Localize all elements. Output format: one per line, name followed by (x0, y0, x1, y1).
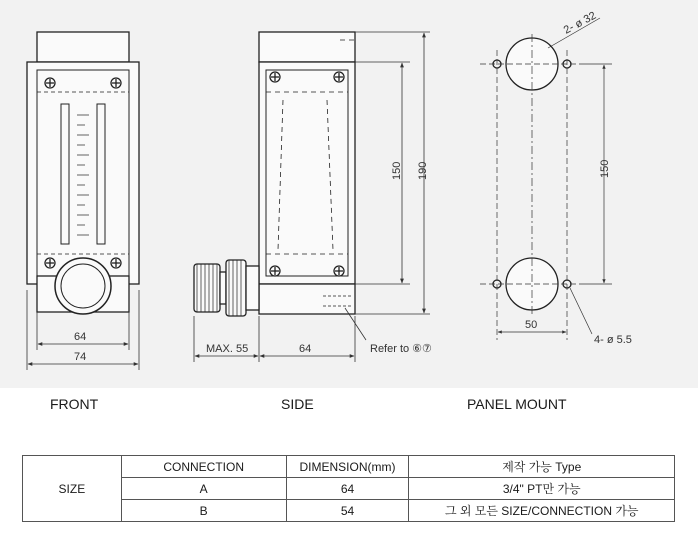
cell-type: 3/4" PT만 가능 (409, 478, 675, 500)
cell-connection: A (121, 478, 286, 500)
side-view (194, 32, 355, 316)
table-row (23, 500, 675, 522)
side-height-inner: 150 (391, 161, 403, 180)
cell-type: 그 외 모든 SIZE/CONNECTION 가능 (409, 500, 675, 522)
caption-panel-mount: PANEL MOUNT (467, 396, 567, 412)
side-depth: 64 (299, 343, 312, 355)
column-header-dimension: DIMENSION(mm) (286, 456, 409, 478)
column-header-type: 제작 가능 Type (409, 456, 675, 478)
cell-dimension: 54 (286, 500, 409, 522)
column-header-connection: CONNECTION (121, 456, 286, 478)
table-header-row (23, 456, 675, 478)
panel-vertical-pitch: 150 (599, 159, 611, 178)
front-width-outer: 74 (74, 351, 87, 363)
caption-side: SIDE (281, 396, 314, 412)
side-refer-note: Refer to ⑥⑦ (370, 343, 432, 355)
row-header-size: SIZE (23, 456, 122, 522)
valve-knob-icon (194, 260, 259, 316)
cell-dimension: 64 (286, 478, 409, 500)
cell-connection: B (121, 500, 286, 522)
front-view (27, 32, 139, 314)
front-width-inner: 64 (74, 331, 87, 343)
side-height-outer: 190 (417, 161, 429, 180)
table-row (23, 478, 675, 500)
panel-small-hole-note: 4- ø 5.5 (594, 334, 632, 346)
side-max-knob: MAX. 55 (206, 343, 249, 355)
caption-front: FRONT (50, 396, 99, 412)
panel-horizontal-pitch: 50 (525, 319, 538, 331)
panel-hole-note: 2- ø 32 (561, 9, 599, 37)
spec-table (22, 455, 675, 522)
